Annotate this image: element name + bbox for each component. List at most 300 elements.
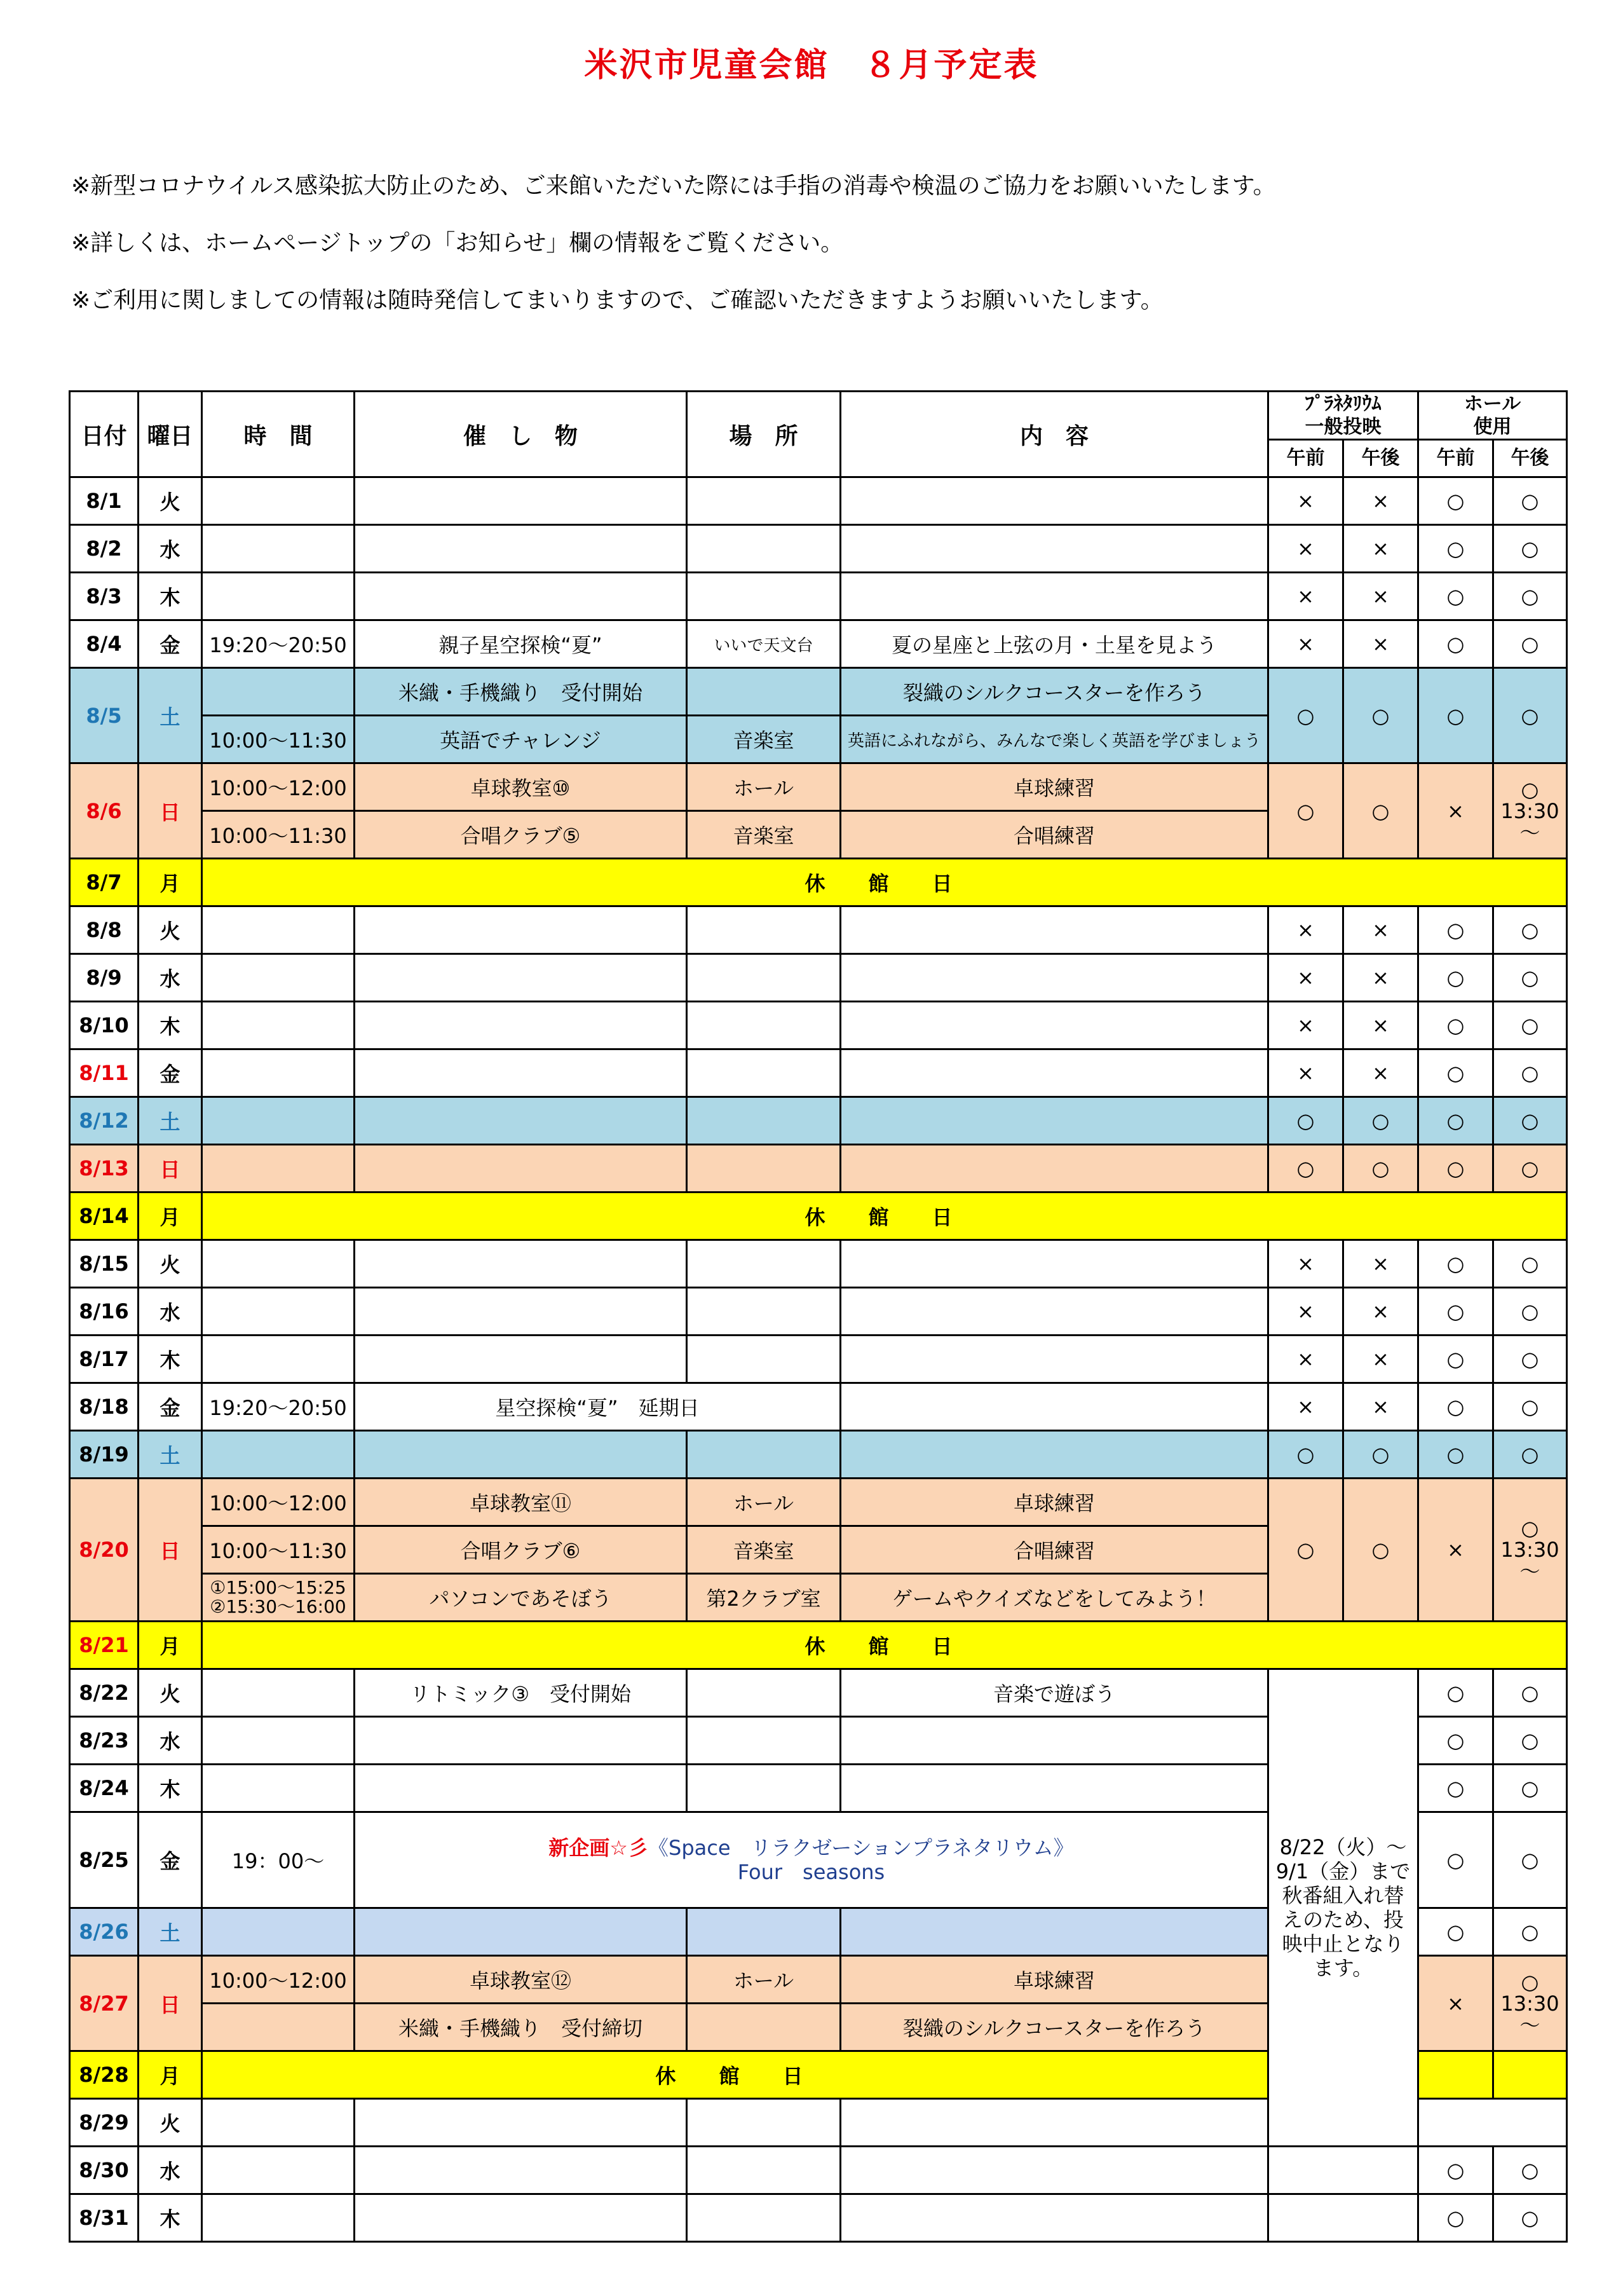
table-cell: 水 (139, 2147, 202, 2194)
table-cell (202, 1574, 355, 1622)
table-cell: 8/17 (70, 1336, 139, 1383)
table-cell: 土 (139, 1908, 202, 1956)
table-cell: 裂織のシルクコースターを作ろう (841, 2004, 1268, 2051)
table-cell (841, 2147, 1268, 2194)
table-cell (687, 1145, 841, 1192)
table-row (70, 906, 1567, 954)
table-cell (1493, 2051, 1567, 2099)
cell-text: 《Space リラクゼーションプラネタリウム》 (648, 1836, 1074, 1860)
table-cell: ○ (1418, 1812, 1493, 1908)
cell-text: 使用 (1473, 415, 1512, 438)
table-cell (841, 954, 1268, 1002)
dow-cell: 水 (139, 525, 202, 573)
table-cell: ○ (1493, 1431, 1567, 1479)
table-cell: × (1418, 1956, 1493, 2051)
table-row (70, 1383, 1567, 1431)
table-cell (202, 1431, 355, 1479)
header-event: 催 し 物 (355, 392, 687, 477)
date-cell: 8/3 (70, 573, 139, 620)
content-cell: 合唱練習 (841, 811, 1268, 859)
table-cell: ○ (1343, 1097, 1418, 1145)
table-cell: リトミック③ 受付開始 (355, 1669, 687, 1717)
table-cell (841, 1383, 1268, 1431)
table-cell (687, 954, 841, 1002)
content-cell: 夏の星座と上弦の月・土星を見よう (841, 620, 1268, 668)
table-cell (355, 906, 687, 954)
event-cell: 米織・手機織り 受付開始 (355, 668, 687, 716)
header-place: 場 所 (687, 392, 841, 477)
table-cell: ○ (1418, 1431, 1493, 1479)
time-cell: 10:00～11:30 (202, 811, 355, 859)
table-cell: 米織・手機織り 受付締切 (355, 2004, 687, 2051)
table-cell: 8/8 (70, 906, 139, 954)
table-cell (202, 2099, 355, 2147)
cell-text (355, 1836, 1267, 1860)
table-cell: 8/19 (70, 1431, 139, 1479)
table-cell: 8/11 (70, 1049, 139, 1097)
table-cell (355, 2099, 687, 2147)
event-cell: 英語でチャレンジ (355, 716, 687, 763)
table-cell: 8/7 (70, 859, 139, 906)
table-cell: 8/24 (70, 1765, 139, 1812)
table-cell (202, 1288, 355, 1336)
table-cell: ○ (1493, 954, 1567, 1002)
date-cell: 8/2 (70, 525, 139, 573)
table-cell: 火 (139, 1240, 202, 1288)
table-cell: ○ (1418, 1097, 1493, 1145)
table-cell: 日 (139, 1145, 202, 1192)
table-cell: ○ (1418, 954, 1493, 1002)
table-cell: 8/29 (70, 2099, 139, 2147)
table-cell: ○ (1418, 1383, 1493, 1431)
table-cell (687, 1765, 841, 1812)
table-cell: 8/25 (70, 1812, 139, 1908)
table-cell: 8/22 (70, 1669, 139, 1717)
table-cell: ○ (1493, 1240, 1567, 1288)
header-time: 時 間 (202, 392, 355, 477)
table-cell (841, 1908, 1268, 1956)
table-cell: 月 (139, 859, 202, 906)
table-cell: ○ (1418, 1717, 1493, 1765)
dow-cell: 土 (139, 668, 202, 763)
table-row (70, 1479, 1567, 1526)
table-row (70, 954, 1567, 1002)
table-cell: ○ (1493, 620, 1567, 668)
table-cell (841, 906, 1268, 954)
table-cell: ○ (1493, 1145, 1567, 1192)
table-cell (687, 2147, 841, 2194)
hall-pm-cell: ○ (1493, 477, 1567, 525)
date-cell: 8/5 (70, 668, 139, 763)
table-cell: 8/15 (70, 1240, 139, 1288)
table-cell: ○ (1343, 1145, 1418, 1192)
notice-item: ※ご利用に関しましての情報は随時発信してまいりますので、ご確認いただきますようお願いいたします。 (71, 287, 1164, 313)
table-row (70, 1431, 1567, 1479)
table-cell: ○ (1493, 1002, 1567, 1049)
table-row (70, 1192, 1567, 1240)
table-cell: × (1268, 906, 1343, 954)
table-cell: ○ (1268, 1479, 1343, 1622)
table-cell: 金 (139, 1049, 202, 1097)
table-cell (202, 2147, 355, 2194)
table-cell: 10:00～12:00 (202, 1956, 355, 2004)
table-cell (202, 1336, 355, 1383)
table-cell: ○ (1493, 1383, 1567, 1431)
table-cell: ○ (1493, 1765, 1567, 1812)
cell-text: ①15:00～15:25 (210, 1577, 346, 1598)
table-cell: 卓球教室⑪ (355, 1479, 687, 1526)
table-cell (355, 1336, 687, 1383)
planetarium-pm-cell: × (1343, 477, 1418, 525)
time-cell: 10:00～12:00 (202, 763, 355, 811)
special-event-cell (355, 1812, 1268, 1908)
table-cell: 音楽室 (687, 1526, 841, 1574)
table-cell: × (1343, 1288, 1418, 1336)
table-row (70, 525, 1567, 573)
table-cell: × (1343, 1002, 1418, 1049)
cell-text: 13:30 (1500, 1991, 1559, 2016)
table-cell: × (1268, 525, 1343, 573)
event-cell: 卓球教室⑩ (355, 763, 687, 811)
cell-text: ～ (1519, 1559, 1540, 1583)
closed-day-label: 休 館 日 (202, 1192, 1567, 1240)
table-cell: × (1268, 1002, 1343, 1049)
table-cell (841, 1765, 1268, 1812)
table-cell: 8/14 (70, 1192, 139, 1240)
table-cell (202, 573, 355, 620)
table-cell: × (1418, 763, 1493, 859)
table-cell: ○ (1493, 1097, 1567, 1145)
table-cell: 火 (139, 906, 202, 954)
table-cell: × (1343, 1049, 1418, 1097)
table-cell (841, 1097, 1268, 1145)
table-cell: ○ (1268, 763, 1343, 859)
table-cell: ○ (1493, 525, 1567, 573)
table-cell: ○ (1418, 1669, 1493, 1717)
table-cell: 8/31 (70, 2194, 139, 2242)
table-cell (355, 954, 687, 1002)
table-cell: 8/20 (70, 1479, 139, 1622)
planetarium-am-cell: × (1268, 477, 1343, 525)
table-cell: 8/13 (70, 1145, 139, 1192)
table-cell (841, 525, 1268, 573)
header-hall-pm: 午後 (1493, 440, 1567, 477)
table-cell: ○ (1418, 2194, 1493, 2242)
table-cell: ○ (1493, 573, 1567, 620)
table-cell: 卓球練習 (841, 1479, 1268, 1526)
table-cell (355, 1765, 687, 1812)
cell-text: ○ (1521, 1516, 1539, 1540)
cell-text: Four seasons (737, 1860, 885, 1884)
table-row (70, 763, 1567, 811)
table-cell: 日 (139, 1956, 202, 2051)
table-cell: 8/12 (70, 1097, 139, 1145)
dow-cell: 日 (139, 763, 202, 859)
date-cell: 8/6 (70, 763, 139, 859)
table-cell: 木 (139, 1002, 202, 1049)
event-cell: 合唱クラブ⑤ (355, 811, 687, 859)
table-cell: ○ (1268, 1097, 1343, 1145)
table-cell (687, 525, 841, 573)
place-cell: 音楽室 (687, 716, 841, 763)
table-cell: 合唱クラブ⑥ (355, 1526, 687, 1574)
table-cell: ○ (1343, 668, 1418, 763)
table-row (70, 620, 1567, 668)
table-cell: 月 (139, 2051, 202, 2099)
planetarium-suspension-note: 8/22（火）～9/1（金）まで秋番組入れ替えのため、投映中止となります。 (1268, 1669, 1418, 2147)
table-cell: 金 (139, 1383, 202, 1431)
table-cell (687, 1240, 841, 1288)
cell-text: ○ (1521, 1969, 1539, 1994)
table-cell (841, 1049, 1268, 1097)
table-cell: × (1268, 1240, 1343, 1288)
table-cell (355, 1908, 687, 1956)
table-cell: × (1343, 1336, 1418, 1383)
table-row (70, 1336, 1567, 1383)
table-cell: × (1343, 573, 1418, 620)
place-cell: 音楽室 (687, 811, 841, 859)
table-cell: × (1343, 954, 1418, 1002)
table-cell: 木 (139, 1765, 202, 1812)
dow-cell: 木 (139, 573, 202, 620)
table-cell (687, 906, 841, 954)
table-cell: × (1343, 620, 1418, 668)
table-cell (1493, 1479, 1567, 1622)
header-planetarium-am: 午前 (1268, 440, 1343, 477)
table-cell: ○ (1418, 1049, 1493, 1097)
table-cell: × (1268, 573, 1343, 620)
table-cell: × (1268, 620, 1343, 668)
header-planetarium-pm: 午後 (1343, 440, 1418, 477)
time-cell: 19:20～20:50 (202, 1383, 355, 1431)
cell-text: ﾌﾟﾗﾈﾀﾘｳﾑ (1305, 392, 1382, 415)
table-cell (355, 2194, 687, 2242)
closed-day-label: 休 館 日 (202, 1622, 1567, 1669)
table-row (70, 573, 1567, 620)
cell-text: 新企画☆彡 (548, 1836, 648, 1860)
table-cell: 水 (139, 1288, 202, 1336)
content-cell: 裂織のシルクコースターを作ろう (841, 668, 1268, 716)
table-cell: ○ (1418, 2147, 1493, 2194)
table-cell (355, 1717, 687, 1765)
content-cell: 卓球練習 (841, 763, 1268, 811)
table-cell: 日 (139, 1479, 202, 1622)
table-cell (202, 1240, 355, 1288)
table-cell (202, 906, 355, 954)
table-cell: 卓球練習 (841, 1956, 1268, 2004)
table-row (70, 477, 1567, 525)
table-cell: ○ (1418, 1240, 1493, 1288)
notice-list (71, 158, 1276, 329)
table-cell: ○ (1418, 668, 1493, 763)
table-cell: ○ (1493, 1908, 1567, 1956)
table-cell: 8/26 (70, 1908, 139, 1956)
table-cell (355, 525, 687, 573)
table-cell: ○ (1418, 1908, 1493, 1956)
table-cell (355, 1002, 687, 1049)
place-cell: いいで天文台 (687, 620, 841, 668)
table-cell (202, 668, 355, 716)
table-cell: ○ (1418, 1002, 1493, 1049)
table-cell: 8/30 (70, 2147, 139, 2194)
page-title: 米沢市児童会館 ８月予定表 (584, 46, 1039, 85)
table-cell: 木 (139, 1336, 202, 1383)
table-cell (687, 1288, 841, 1336)
table-cell: ○ (1418, 525, 1493, 573)
table-cell: ホール (687, 1479, 841, 1526)
table-cell: × (1268, 1288, 1343, 1336)
table-cell: ○ (1418, 620, 1493, 668)
table-cell (841, 1240, 1268, 1288)
table-cell: 土 (139, 1431, 202, 1479)
table-cell: ○ (1493, 1669, 1567, 1717)
table-row (70, 2194, 1567, 2242)
date-cell: 8/1 (70, 477, 139, 525)
table-cell (687, 477, 841, 525)
table-row (70, 1288, 1567, 1336)
table-cell: 8/27 (70, 1956, 139, 2051)
table-cell (355, 477, 687, 525)
table-cell (687, 1717, 841, 1765)
table-cell (1268, 2194, 1418, 2242)
cell-text: 一般投映 (1305, 415, 1382, 438)
cell-text: ～ (1519, 2012, 1540, 2037)
table-cell (355, 1145, 687, 1192)
cell-text: ～ (1519, 820, 1540, 845)
cell-text: ○ (1521, 777, 1539, 802)
table-cell: ○ (1493, 2147, 1567, 2194)
notice-item: ※新型コロナウイルス感染拡大防止のため、ご来館いただいた際には手指の消毒や検温のご協力をお願いいたします。 (71, 173, 1276, 199)
table-cell: ○ (1493, 1717, 1567, 1765)
table-cell (687, 1097, 841, 1145)
table-cell: 月 (139, 1622, 202, 1669)
notice-item: ※詳しくは、ホームページトップの「お知らせ」欄の情報をご覧ください。 (71, 230, 844, 256)
table-row (70, 1622, 1567, 1669)
table-cell (1418, 2051, 1493, 2099)
table-cell: 水 (139, 954, 202, 1002)
table-cell: × (1418, 1479, 1493, 1622)
table-cell: ○ (1268, 1145, 1343, 1192)
table-cell (841, 1145, 1268, 1192)
table-cell: ○ (1343, 1479, 1418, 1622)
table-cell: ○ (1343, 763, 1418, 859)
table-cell (1268, 2147, 1418, 2194)
header-planetarium (1268, 392, 1418, 440)
table-cell: 土 (139, 1097, 202, 1145)
table-cell: パソコンであそぼう (355, 1574, 687, 1622)
table-cell: ○ (1493, 668, 1567, 763)
table-cell (202, 2004, 355, 2051)
table-cell: ○ (1493, 1049, 1567, 1097)
table-cell: 8/21 (70, 1622, 139, 1669)
header-hall-am: 午前 (1418, 440, 1493, 477)
table-cell: 合唱練習 (841, 1526, 1268, 1574)
table-cell: ○ (1493, 906, 1567, 954)
table-cell: × (1343, 1240, 1418, 1288)
table-cell: 10:00～11:30 (202, 1526, 355, 1574)
table-cell (202, 954, 355, 1002)
table-cell: 木 (139, 2194, 202, 2242)
table-cell: 19：00～ (202, 1812, 355, 1908)
table-cell (687, 668, 841, 716)
table-cell (841, 1431, 1268, 1479)
hall-am-cell: ○ (1418, 477, 1493, 525)
table-cell: × (1343, 525, 1418, 573)
table-cell (355, 1240, 687, 1288)
cell-text: ホール (1463, 392, 1521, 415)
table-cell (687, 1669, 841, 1717)
table-cell: 8/18 (70, 1383, 139, 1431)
table-cell: ○ (1343, 1431, 1418, 1479)
table-cell (687, 1431, 841, 1479)
table-cell: ○ (1493, 1812, 1567, 1908)
closed-day-label: 休 館 日 (202, 2051, 1268, 2099)
table-cell (687, 2099, 841, 2147)
table-row (70, 1669, 1567, 1717)
table-cell (202, 1765, 355, 1812)
table-cell (687, 1049, 841, 1097)
table-cell: 8/28 (70, 2051, 139, 2099)
cell-text: 13:30 (1500, 798, 1559, 823)
table-cell (202, 2194, 355, 2242)
table-row (70, 668, 1567, 716)
table-cell (202, 1908, 355, 1956)
table-cell (841, 2194, 1268, 2242)
table-cell (355, 1288, 687, 1336)
table-cell (687, 2004, 841, 2051)
table-cell (841, 1002, 1268, 1049)
table-cell (841, 2099, 1268, 2147)
header-dow: 曜日 (139, 392, 202, 477)
table-row (70, 1002, 1567, 1049)
table-cell: ○ (1418, 1288, 1493, 1336)
table-cell (202, 1717, 355, 1765)
table-cell (355, 2147, 687, 2194)
table-cell (355, 1097, 687, 1145)
place-cell: ホール (687, 763, 841, 811)
content-cell: 英語にふれながら、みんなで楽しく英語を学びましょう (841, 716, 1268, 763)
table-cell: ○ (1418, 1336, 1493, 1383)
header-hall (1418, 392, 1567, 440)
table-cell: 火 (139, 1669, 202, 1717)
table-row (70, 1049, 1567, 1097)
table-cell: ○ (1418, 1145, 1493, 1192)
table-cell (687, 1002, 841, 1049)
header-content: 内 容 (841, 392, 1268, 477)
table-cell (687, 573, 841, 620)
dow-cell: 火 (139, 477, 202, 525)
table-row (70, 1240, 1567, 1288)
table-cell: × (1268, 1049, 1343, 1097)
table-cell: ○ (1493, 1336, 1567, 1383)
table-row (70, 2147, 1567, 2194)
table-cell: 第2クラブ室 (687, 1574, 841, 1622)
schedule-table (69, 390, 1568, 2243)
table-cell: × (1268, 1336, 1343, 1383)
table-cell (841, 1336, 1268, 1383)
table-cell: 8/16 (70, 1288, 139, 1336)
table-cell: × (1268, 1383, 1343, 1431)
table-cell (202, 525, 355, 573)
table-cell: 8/10 (70, 1002, 139, 1049)
table-cell: ○ (1493, 1288, 1567, 1336)
table-cell (355, 1431, 687, 1479)
table-cell (841, 1288, 1268, 1336)
event-cell: 星空探検“夏” 延期日 (355, 1383, 841, 1431)
table-cell (202, 1049, 355, 1097)
table-cell (202, 1002, 355, 1049)
table-cell (687, 1908, 841, 1956)
